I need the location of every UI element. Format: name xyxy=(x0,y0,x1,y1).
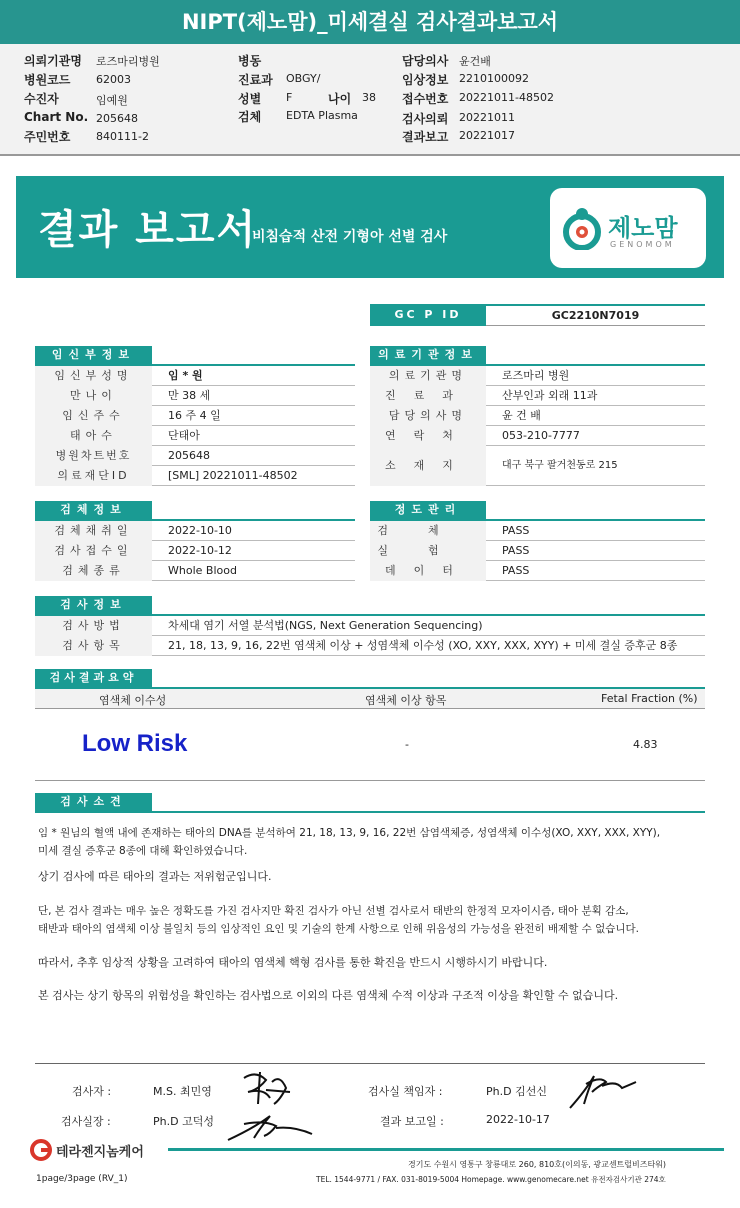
gcpid-value: GC2210N7019 xyxy=(486,304,705,326)
finding-paragraph: 따라서, 추후 임상적 상황을 고려하여 태아의 염색체 핵형 검사를 통한 확진을 반드시 시행하시기 바랍니다. xyxy=(38,956,548,969)
section-findings-heading: 검사소견 xyxy=(35,793,152,811)
row-value: 대구 북구 팔거천동로 215 xyxy=(502,460,618,471)
table-row xyxy=(35,521,355,541)
header-value: 20221011 xyxy=(459,111,515,124)
row-value: 임 * 원 xyxy=(168,369,203,382)
request-header xyxy=(0,44,740,156)
chief-signature xyxy=(224,1108,316,1144)
examiner-label: 검사자 : xyxy=(72,1085,112,1098)
row-value: 053-210-7777 xyxy=(502,429,580,442)
finding-paragraph: 단, 본 검사 결과는 매우 높은 정확도를 가진 검사지만 확진 검사가 아닌 선별 검사로서 태반의 한정적 모자이시즘, 태아 분획 감소, 태반과 태아의 염색체 이상 불일치 등의 임상적인 요인 및 기술의 한계 사항으로 인해 위음성의 가능성을 완전히 배제할 수 없습니다. xyxy=(38,905,639,935)
row-label: 만나이 xyxy=(35,386,152,406)
section-testinfo-heading: 검사정보 xyxy=(35,596,152,614)
divider xyxy=(35,1063,705,1064)
row-value: PASS xyxy=(502,544,530,557)
table-row xyxy=(35,426,355,446)
table-row xyxy=(35,406,355,426)
table-row xyxy=(35,386,355,406)
row-label: 임신주수 xyxy=(35,406,152,426)
header-label: 성별 xyxy=(238,92,262,106)
finding-paragraph: 본 검사는 상기 항목의 위험성을 확인하는 검사법으로 이외의 다른 염색체 수적 이상과 구조적 이상을 확인할 수 없습니다. xyxy=(38,989,619,1002)
header-label: Chart No. xyxy=(24,110,89,124)
header-label: 병원코드 xyxy=(24,73,71,87)
report-date-label: 결과 보고일 : xyxy=(380,1115,444,1128)
row-label: 연락처 xyxy=(370,426,486,446)
report-date: 2022-10-17 xyxy=(486,1113,550,1126)
genomom-logo-icon xyxy=(562,206,602,250)
logo-subtext: GENOMOM xyxy=(610,240,675,249)
section-summary-heading: 검사결과요약 xyxy=(35,669,152,687)
company-address: 경기도 수원시 영통구 창룡대로 260, 810호(이의동, 광교센트럴비즈타워) xyxy=(408,1160,667,1169)
examiner-name: M.S. 최민영 xyxy=(153,1085,212,1098)
row-value: 21, 18, 13, 9, 16, 22번 염색체 이상 + 성염색체 이수성 (XO, XXY, XXX, XYY) + 미세 결실 증후군 8종 xyxy=(168,639,678,652)
header-value: 38 xyxy=(362,91,376,104)
row-value: 16 주 4 일 xyxy=(168,409,221,422)
row-label: 소재지 xyxy=(370,446,486,486)
result-fetal-fraction: 4.83 xyxy=(633,738,658,751)
row-label: 진료과 xyxy=(370,386,486,406)
director-label: 검사실 책임자 : xyxy=(368,1085,443,1098)
header-label: 진료과 xyxy=(238,73,273,87)
header-label: 담당의사 xyxy=(402,54,449,68)
director-signature xyxy=(566,1070,642,1112)
table-row xyxy=(35,541,355,561)
header-value: 윤건배 xyxy=(459,55,491,68)
row-label: 검체 xyxy=(370,521,486,541)
header-label: 의뢰기관명 xyxy=(24,54,82,68)
table-row xyxy=(370,521,705,541)
header-value: OBGY/ xyxy=(286,72,321,85)
row-label: 검사방법 xyxy=(35,616,152,636)
company-contact: TEL. 1544-9771 / FAX. 031-8019-5004 Homepage. www.genomecare.net 유전자검사기관 274호 xyxy=(316,1175,666,1184)
terragen-logo-icon xyxy=(30,1139,52,1161)
section-qc-heading: 정도관리 xyxy=(370,501,486,519)
row-value: [SML] 20221011-48502 xyxy=(168,469,298,482)
section-divider xyxy=(35,811,705,813)
row-label: 데이터 xyxy=(370,561,486,581)
company-name: 테라젠지놈케어 xyxy=(56,1145,144,1160)
header-value: 20221011-48502 xyxy=(459,91,554,104)
table-row xyxy=(35,446,355,466)
col-fetal-fraction: Fetal Fraction (%) xyxy=(601,692,698,705)
summary-header-row xyxy=(35,689,705,709)
table-row xyxy=(370,366,705,386)
header-value: 840111-2 xyxy=(96,130,149,143)
row-value: 차세대 염기 서열 분석법(NGS, Next Generation Sequencing) xyxy=(168,619,483,632)
row-value: 윤 건 배 xyxy=(502,409,541,422)
header-label: 수진자 xyxy=(24,92,59,106)
logo-text: 제노맘 xyxy=(608,214,678,242)
table-row xyxy=(370,386,705,406)
examiner-signature xyxy=(236,1068,296,1112)
row-value: Whole Blood xyxy=(168,564,237,577)
row-label: 실험 xyxy=(370,541,486,561)
row-value: PASS xyxy=(502,564,530,577)
banner-title: 결과 보고서 xyxy=(38,207,258,253)
table-row xyxy=(35,466,355,486)
col-abnormal: 염색체 이상 항목 xyxy=(365,694,447,707)
result-risk: Low Risk xyxy=(82,730,188,757)
table-row xyxy=(370,426,705,446)
header-label: 검사의뢰 xyxy=(402,112,449,126)
header-label: 결과보고 xyxy=(402,130,449,144)
row-value: 만 38 세 xyxy=(168,389,211,402)
chief-name: Ph.D 고덕성 xyxy=(153,1115,214,1128)
header-value: 2210100092 xyxy=(459,72,529,85)
header-value: EDTA Plasma xyxy=(286,109,358,122)
table-row xyxy=(35,616,705,636)
header-value: 임예원 xyxy=(96,94,128,107)
header-value: 62003 xyxy=(96,73,131,86)
header-value: 20221017 xyxy=(459,129,515,142)
row-value: 205648 xyxy=(168,449,210,462)
banner-subtitle: 비침습적 산전 기형아 선별 검사 xyxy=(252,229,448,245)
section-specimen-heading: 검체정보 xyxy=(35,501,152,519)
header-label: 병동 xyxy=(238,54,262,68)
table-row xyxy=(370,406,705,426)
row-label: 검사접수일 xyxy=(35,541,152,561)
finding-paragraph: 임 * 원님의 혈액 내에 존재하는 태아의 DNA를 분석하여 21, 18, 13, 9, 16, 22번 삼염색체증, 성염색체 이수성(XO, XXY, XXX, XYY), 미세 결실 증후군 8종에 대해 확인하였습니다. xyxy=(38,827,661,857)
row-label: 병원차트번호 xyxy=(35,446,152,466)
gcpid-label: GC P ID xyxy=(370,304,486,326)
finding-paragraph: 상기 검사에 따른 태아의 결과는 저위험군입니다. xyxy=(38,870,272,883)
result-abnormal: - xyxy=(405,738,409,751)
header-value: F xyxy=(286,91,293,104)
row-label: 태아수 xyxy=(35,426,152,446)
row-value: 2022-10-12 xyxy=(168,544,232,557)
table-row xyxy=(35,636,705,656)
row-label: 검체채취일 xyxy=(35,521,152,541)
report-banner xyxy=(16,176,724,278)
row-label: 검사항목 xyxy=(35,636,152,656)
row-value: 2022-10-10 xyxy=(168,524,232,537)
header-value: 205648 xyxy=(96,112,138,125)
header-label: 주민번호 xyxy=(24,130,71,144)
report-title: NIPT(제노맘)_미세결실 검사결과보고서 xyxy=(0,0,740,44)
genomom-logo xyxy=(550,188,706,268)
header-label: 접수번호 xyxy=(402,92,449,106)
row-label: 검체종류 xyxy=(35,561,152,581)
row-label: 임신부성명 xyxy=(35,366,152,386)
header-label: 나이 xyxy=(328,92,352,106)
col-aneuploidy: 염색체 이수성 xyxy=(99,694,167,707)
table-row xyxy=(370,561,705,581)
table-row xyxy=(370,541,705,561)
header-label: 검체 xyxy=(238,110,262,124)
row-value: PASS xyxy=(502,524,530,537)
section-patient-heading: 임신부정보 xyxy=(35,346,152,364)
row-label: 의료기관명 xyxy=(370,366,486,386)
row-value: 산부인과 외래 11과 xyxy=(502,389,598,402)
table-row xyxy=(370,446,705,486)
header-label: 임상정보 xyxy=(402,73,449,87)
divider xyxy=(35,780,705,781)
director-name: Ph.D 김선신 xyxy=(486,1085,547,1098)
page-number: 1page/3page (RV_1) xyxy=(36,1174,128,1184)
footer-rule xyxy=(168,1148,724,1151)
row-label: 의료재단ID xyxy=(35,466,152,486)
row-value: 로즈마리 병원 xyxy=(502,369,570,382)
header-value: 로즈마리병원 xyxy=(96,55,160,68)
table-row xyxy=(35,561,355,581)
section-institution-heading: 의료기관정보 xyxy=(370,346,486,364)
table-row xyxy=(35,366,355,386)
row-value: 단태아 xyxy=(168,429,200,442)
chief-label: 검사실장 : xyxy=(61,1115,111,1128)
row-label: 담당의사명 xyxy=(370,406,486,426)
